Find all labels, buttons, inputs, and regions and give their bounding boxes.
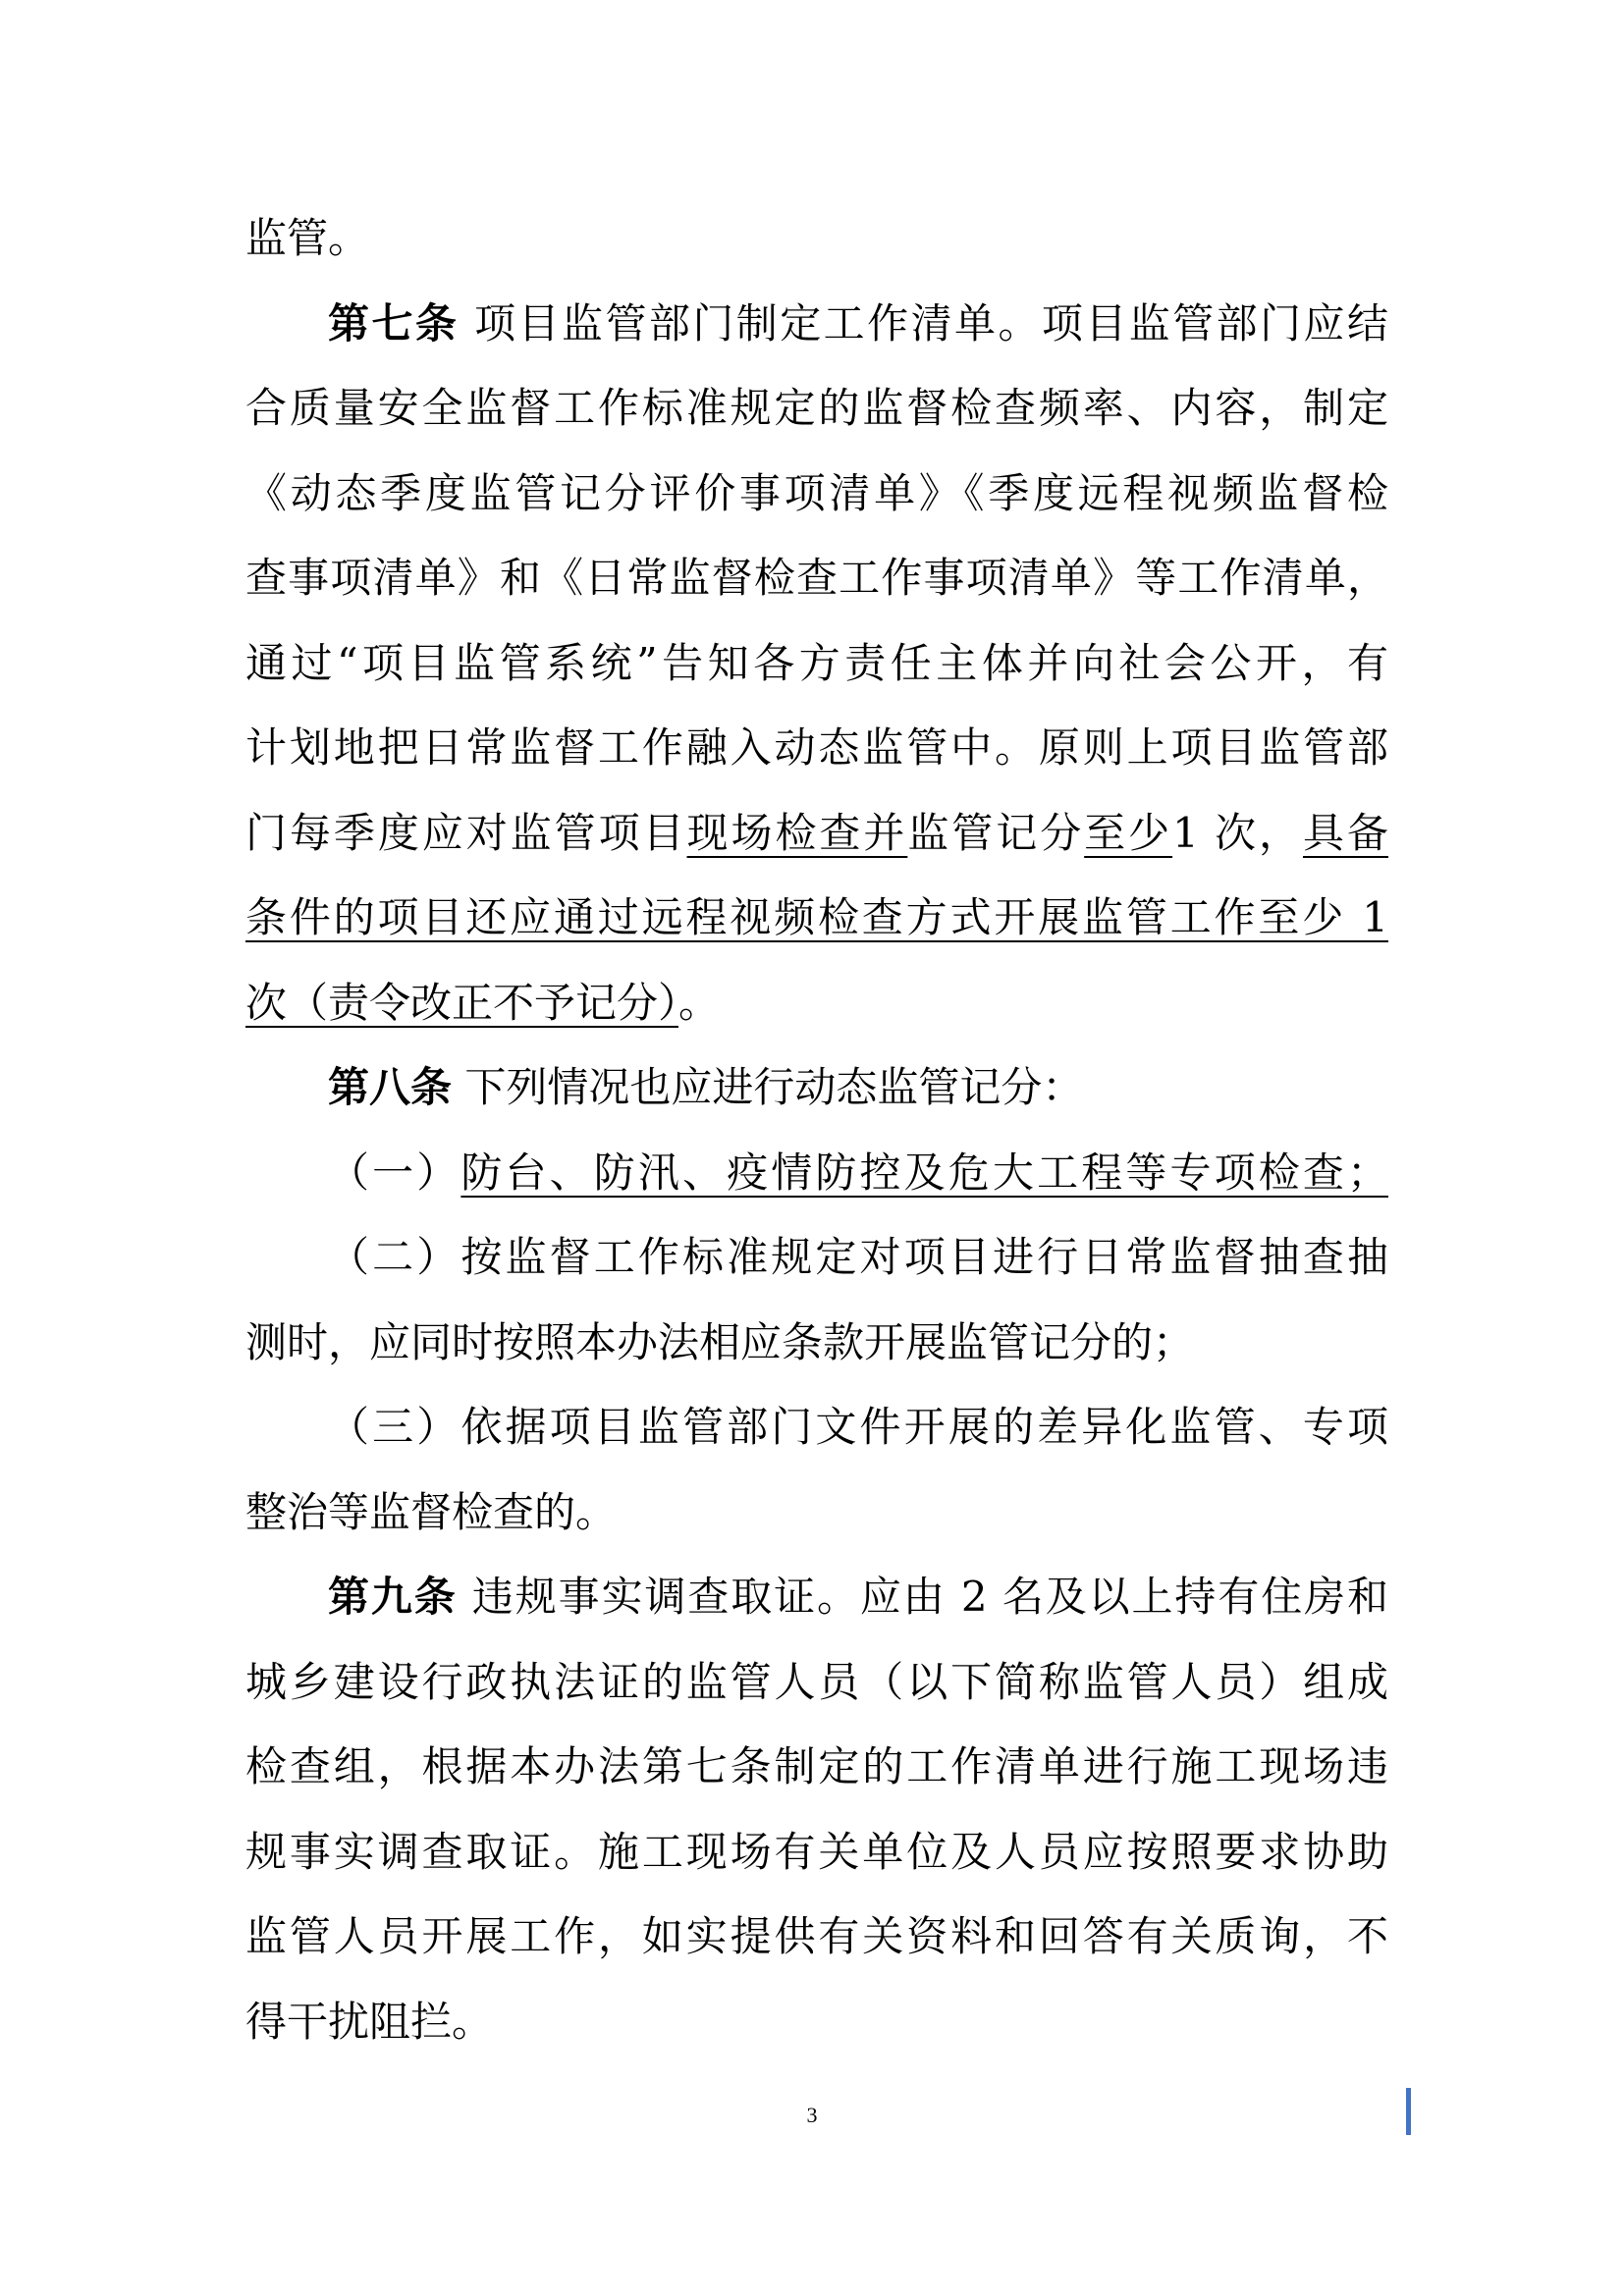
text-run: 合质量安全监督工作标准规定的监督检查频率、内容，制定 bbox=[245, 384, 1388, 432]
article-heading: 第九条 bbox=[328, 1573, 458, 1621]
text-run: 通过“项目监管系统”告知各方责任主体并向社会公开，有 bbox=[245, 638, 1388, 687]
text-line bbox=[245, 961, 1388, 1046]
text-line bbox=[245, 196, 1388, 282]
underlined-text: 条件的项目还应通过远程视频检查方式开展监管工作至少 1 bbox=[245, 893, 1388, 941]
text-run: （三）依据项目监管部门文件开展的差异化监管、专项 bbox=[328, 1403, 1388, 1451]
text-run: 检查组，根据本办法第七条制定的工作清单进行施工现场违 bbox=[245, 1742, 1388, 1790]
text-run: 。 bbox=[678, 978, 721, 1027]
text-run: （二）按监督工作标准规定对项目进行日常监督抽查抽 bbox=[328, 1233, 1388, 1281]
text-line bbox=[245, 1980, 1388, 2065]
text-run: 整治等监督检查的。 bbox=[245, 1487, 618, 1536]
text-line bbox=[245, 1895, 1388, 1980]
text-line bbox=[245, 1385, 1388, 1470]
text-run: 得干扰阻拦。 bbox=[245, 1997, 494, 2046]
page-number: 3 bbox=[806, 2103, 818, 2127]
text-run: 监管。 bbox=[245, 214, 370, 262]
document-body bbox=[245, 196, 1388, 2064]
text-line bbox=[245, 1131, 1388, 1216]
text-run: 下列情况也应进行动态监管记分： bbox=[452, 1063, 1084, 1111]
margin-marker-bar bbox=[1406, 2088, 1411, 2135]
text-line bbox=[245, 1810, 1388, 1896]
text-line bbox=[245, 452, 1388, 537]
text-run: 查事项清单》和《日常监督检查工作事项清单》等工作清单， bbox=[245, 554, 1388, 602]
text-run: 规事实调查取证。施工现场有关单位及人员应按照要求协助 bbox=[245, 1827, 1388, 1876]
text-line bbox=[245, 706, 1388, 791]
underlined-text: 具备 bbox=[1303, 808, 1388, 857]
text-line bbox=[245, 1640, 1388, 1726]
text-run: 门每季度应对监管项目 bbox=[245, 808, 687, 857]
underlined-text: 次（责令改正不予记分） bbox=[245, 978, 679, 1027]
text-line bbox=[245, 1555, 1388, 1640]
text-run: 《动态季度监管记分评价事项清单》《季度远程视频监督检 bbox=[245, 468, 1388, 517]
text-run: 计划地把日常监督工作融入动态监管中。原则上项目监管部 bbox=[245, 723, 1388, 772]
text-line bbox=[245, 791, 1388, 877]
text-line bbox=[245, 1725, 1388, 1810]
text-run: （一） bbox=[328, 1148, 461, 1197]
underlined-text: 至少 bbox=[1084, 808, 1173, 857]
underlined-text: 现场检查并 bbox=[686, 808, 908, 857]
text-line bbox=[245, 1215, 1388, 1301]
text-run: 1 次， bbox=[1172, 808, 1304, 857]
article-heading: 第七条 bbox=[328, 298, 460, 347]
text-run: 监管记分 bbox=[907, 808, 1085, 857]
text-run: 监管人员开展工作，如实提供有关资料和回答有关质询，不 bbox=[245, 1912, 1388, 1960]
text-run: 测时，应同时按照本办法相应条款开展监管记分的； bbox=[245, 1317, 1195, 1366]
text-line bbox=[245, 282, 1388, 367]
text-line bbox=[245, 1470, 1388, 1556]
underlined-text: 防台、防汛、疫情防控及危大工程等专项检查； bbox=[460, 1148, 1388, 1197]
text-line bbox=[245, 876, 1388, 961]
text-run: 项目监管部门制定工作清单。项目监管部门应结 bbox=[459, 298, 1388, 347]
text-line bbox=[245, 366, 1388, 452]
text-line bbox=[245, 536, 1388, 621]
text-run: 违规事实调查取证。应由 2 名及以上持有住房和 bbox=[457, 1573, 1388, 1621]
text-line bbox=[245, 621, 1388, 707]
text-run: 城乡建设行政执法证的监管人员（以下简称监管人员）组成 bbox=[245, 1657, 1388, 1706]
article-heading: 第八条 bbox=[328, 1063, 453, 1111]
text-line bbox=[245, 1045, 1388, 1131]
text-line bbox=[245, 1301, 1388, 1386]
